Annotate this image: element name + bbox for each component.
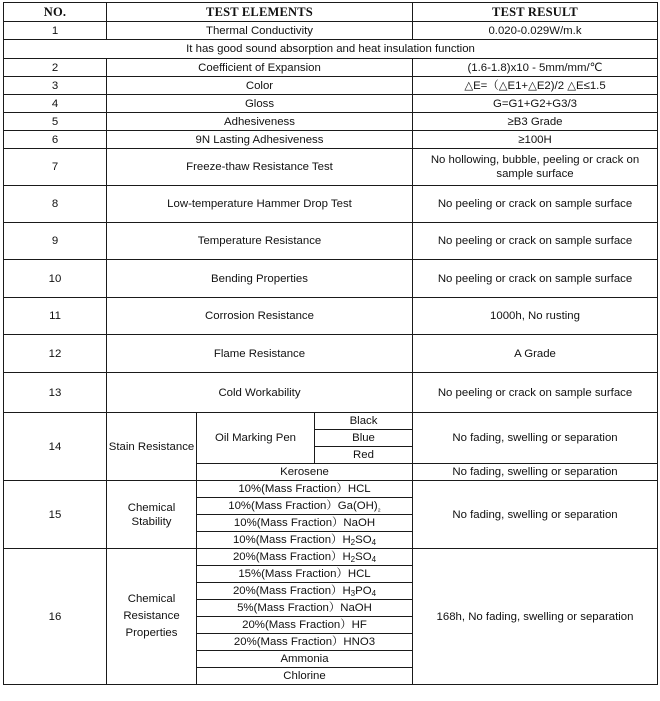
test-result: ≥B3 Grade bbox=[413, 113, 658, 131]
table-row bbox=[4, 95, 658, 113]
label-line: Stability bbox=[131, 515, 172, 528]
table-row bbox=[4, 413, 658, 430]
header-no: NO. bbox=[4, 3, 107, 22]
table-row bbox=[4, 335, 658, 373]
row-number: 16 bbox=[4, 549, 107, 685]
test-element: 9N Lasting Adhesiveness bbox=[107, 131, 413, 149]
formula-subscript: 2 bbox=[350, 555, 356, 564]
reagent-text: 20%(Mass Fraction）H bbox=[232, 585, 351, 597]
row-number: 9 bbox=[4, 223, 107, 260]
reagent-text: Ammonia bbox=[280, 653, 329, 665]
table-header-row bbox=[4, 3, 658, 22]
test-result: 0.020-0.029W/m.k bbox=[413, 22, 658, 40]
header-test-elements: TEST ELEMENTS bbox=[107, 3, 413, 22]
header-test-result: TEST RESULT bbox=[413, 3, 658, 22]
test-element: Adhesiveness bbox=[107, 113, 413, 131]
table-row bbox=[4, 186, 658, 223]
chemical-reagent bbox=[197, 583, 413, 600]
chemical-reagent bbox=[197, 668, 413, 685]
chemical-resistance-label bbox=[107, 549, 197, 685]
test-element: Color bbox=[107, 77, 413, 95]
test-element: Coefficient of Expansion bbox=[107, 59, 413, 77]
row-number: 8 bbox=[4, 186, 107, 223]
row-number: 13 bbox=[4, 373, 107, 413]
row-number: 2 bbox=[4, 59, 107, 77]
reagent-text: Chlorine bbox=[283, 670, 326, 682]
table-row bbox=[4, 131, 658, 149]
note-row bbox=[4, 40, 658, 59]
row-number: 7 bbox=[4, 149, 107, 186]
formula-subscript: 2 bbox=[350, 538, 356, 547]
test-result: No peeling or crack on sample surface bbox=[413, 223, 658, 260]
test-result: 168h, No fading, swelling or separation bbox=[413, 549, 658, 685]
table-row bbox=[4, 113, 658, 131]
formula-subscript: 3 bbox=[350, 589, 356, 598]
table-row bbox=[4, 260, 658, 298]
reagent-text: 10%(Mass Fraction）HCL bbox=[238, 483, 371, 495]
formula-subscript: 4 bbox=[371, 555, 377, 564]
test-element: Bending Properties bbox=[107, 260, 413, 298]
table-row bbox=[4, 298, 658, 335]
pen-color: Blue bbox=[315, 430, 413, 447]
test-result: 1000h, No rusting bbox=[413, 298, 658, 335]
reagent-text: 10%(Mass Fraction）H bbox=[232, 534, 351, 546]
note-text: It has good sound absorption and heat insulation function bbox=[4, 40, 658, 59]
formula-text: SO bbox=[355, 551, 372, 563]
table-row bbox=[4, 22, 658, 40]
test-element: Thermal Conductivity bbox=[107, 22, 413, 40]
test-element: Corrosion Resistance bbox=[107, 298, 413, 335]
reagent-text: 20%(Mass Fraction）HNO3 bbox=[233, 636, 376, 648]
reagent-text: 15%(Mass Fraction）HCL bbox=[238, 568, 371, 580]
label-line: Properties bbox=[125, 627, 178, 639]
test-result: No hollowing, bubble, peeling or crack on sample surface bbox=[413, 149, 658, 186]
reagent-text: 10%(Mass Fraction）NaOH bbox=[233, 517, 376, 529]
test-result: No fading, swelling or separation bbox=[413, 413, 658, 464]
test-element: Cold Workability bbox=[107, 373, 413, 413]
test-result: (1.6-1.8)x10 - 5mm/mm/℃ bbox=[413, 59, 658, 77]
table-row bbox=[4, 77, 658, 95]
test-element: Low-temperature Hammer Drop Test bbox=[107, 186, 413, 223]
test-result: No fading, swelling or separation bbox=[413, 464, 658, 481]
row-number: 1 bbox=[4, 22, 107, 40]
test-element: Flame Resistance bbox=[107, 335, 413, 373]
table-row bbox=[4, 149, 658, 186]
table-row bbox=[4, 373, 658, 413]
test-element: Gloss bbox=[107, 95, 413, 113]
label-line: Resistance bbox=[123, 610, 180, 622]
label-line: Chemical bbox=[127, 501, 176, 514]
row-number: 3 bbox=[4, 77, 107, 95]
row-number: 5 bbox=[4, 113, 107, 131]
test-results-table bbox=[3, 2, 658, 685]
chemical-reagent bbox=[197, 481, 413, 498]
chemical-reagent bbox=[197, 651, 413, 668]
formula-subscript: ₂ bbox=[377, 504, 381, 513]
chemical-reagent bbox=[197, 566, 413, 583]
row-number: 15 bbox=[4, 481, 107, 549]
chemical-reagent bbox=[197, 600, 413, 617]
reagent-text: 20%(Mass Fraction）HF bbox=[242, 619, 367, 631]
formula-subscript: 4 bbox=[371, 538, 377, 547]
test-result: No peeling or crack on sample surface bbox=[413, 260, 658, 298]
row-number: 14 bbox=[4, 413, 107, 481]
chemical-reagent bbox=[197, 532, 413, 549]
test-result: No fading, swelling or separation bbox=[413, 481, 658, 549]
chemical-stability-label bbox=[107, 481, 197, 549]
test-result: ≥100H bbox=[413, 131, 658, 149]
chemical-reagent bbox=[197, 634, 413, 651]
table-row bbox=[4, 59, 658, 77]
test-result: No peeling or crack on sample surface bbox=[413, 373, 658, 413]
test-element: Temperature Resistance bbox=[107, 223, 413, 260]
pen-color: Red bbox=[315, 447, 413, 464]
row-number: 6 bbox=[4, 131, 107, 149]
reagent-text: 5%(Mass Fraction）NaOH bbox=[237, 602, 372, 614]
stain-resistance-label: Stain Resistance bbox=[107, 413, 197, 481]
chemical-reagent bbox=[197, 515, 413, 532]
row-number: 10 bbox=[4, 260, 107, 298]
chemical-reagent bbox=[197, 549, 413, 566]
row-number: 11 bbox=[4, 298, 107, 335]
test-element: Freeze-thaw Resistance Test bbox=[107, 149, 413, 186]
formula-text: SO bbox=[355, 534, 372, 546]
chemical-reagent bbox=[197, 498, 413, 515]
table-row bbox=[4, 223, 658, 260]
test-result: △E=（△E1+△E2)/2 △E≤1.5 bbox=[413, 77, 658, 95]
reagent-text: 10%(Mass Fraction）Ga(OH) bbox=[228, 500, 378, 512]
pen-color: Black bbox=[315, 413, 413, 430]
test-result: G=G1+G2+G3/3 bbox=[413, 95, 658, 113]
chemical-reagent bbox=[197, 617, 413, 634]
table-row bbox=[4, 549, 658, 566]
label-line: Chemical bbox=[127, 593, 176, 605]
formula-subscript: 4 bbox=[371, 589, 377, 598]
row-number: 12 bbox=[4, 335, 107, 373]
test-result: No peeling or crack on sample surface bbox=[413, 186, 658, 223]
reagent-text: 20%(Mass Fraction）H bbox=[232, 551, 351, 563]
row-number: 4 bbox=[4, 95, 107, 113]
table-row bbox=[4, 481, 658, 498]
formula-text: PO bbox=[355, 585, 372, 597]
oil-marking-pen-label: Oil Marking Pen bbox=[197, 413, 315, 464]
kerosene-label: Kerosene bbox=[197, 464, 413, 481]
test-result: A Grade bbox=[413, 335, 658, 373]
